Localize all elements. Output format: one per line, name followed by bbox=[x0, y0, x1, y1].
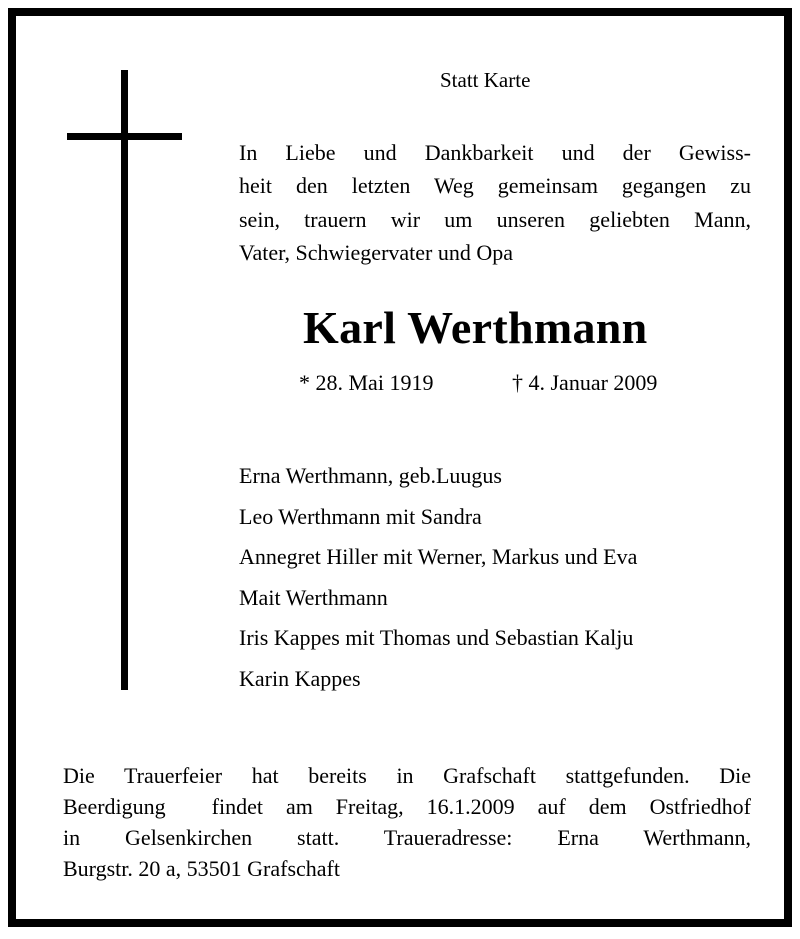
mourner-entry: Karin Kappes bbox=[239, 665, 361, 691]
mourner-entry: Leo Werthmann mit Sandra bbox=[239, 503, 482, 529]
life-dates bbox=[299, 370, 658, 396]
mourner-entry: Mait Werthmann bbox=[239, 584, 388, 610]
intro-line: sein, trauern wir um unseren geliebten Mann, bbox=[239, 206, 751, 232]
closing-line: in Gelsenkirchen statt. Traueradresse: Erna Werthmann, bbox=[63, 825, 751, 850]
intro-line: In Liebe und Dankbarkeit und der Gewiss- bbox=[239, 140, 751, 165]
obituary-notice bbox=[8, 8, 792, 927]
closing-line: Burgstr. 20 a, 53501 Grafschaft bbox=[63, 856, 340, 881]
closing-line: Beerdigung findet am Freitag, 16.1.2009 auf dem Ostfriedhof bbox=[63, 794, 751, 819]
cross-vertical-bar bbox=[121, 70, 128, 690]
closing-line: Die Trauerfeier hat bereits in Grafschaft stattgefunden. Die bbox=[63, 763, 751, 788]
mourner-entry: Erna Werthmann, geb.Luugus bbox=[239, 463, 502, 488]
intro-line: Vater, Schwiegervater und Opa bbox=[239, 239, 514, 265]
intro-paragraph bbox=[239, 136, 751, 269]
mourners-list bbox=[239, 456, 637, 699]
death-date: † 4. Januar 2009 bbox=[512, 370, 658, 395]
intro-line: heit den letzten Weg gemeinsam gegangen zu bbox=[239, 173, 751, 199]
mourner-entry: Iris Kappes mit Thomas und Sebastian Kalju bbox=[239, 625, 634, 650]
deceased-name: Karl Werthmann bbox=[303, 302, 648, 353]
statt-karte-heading: Statt Karte bbox=[440, 68, 531, 92]
funeral-info-paragraph bbox=[63, 760, 751, 884]
birth-date: * 28. Mai 1919 bbox=[299, 370, 434, 395]
mourner-entry: Annegret Hiller mit Werner, Markus und Eva bbox=[239, 544, 638, 569]
cross-horizontal-bar bbox=[67, 133, 182, 140]
